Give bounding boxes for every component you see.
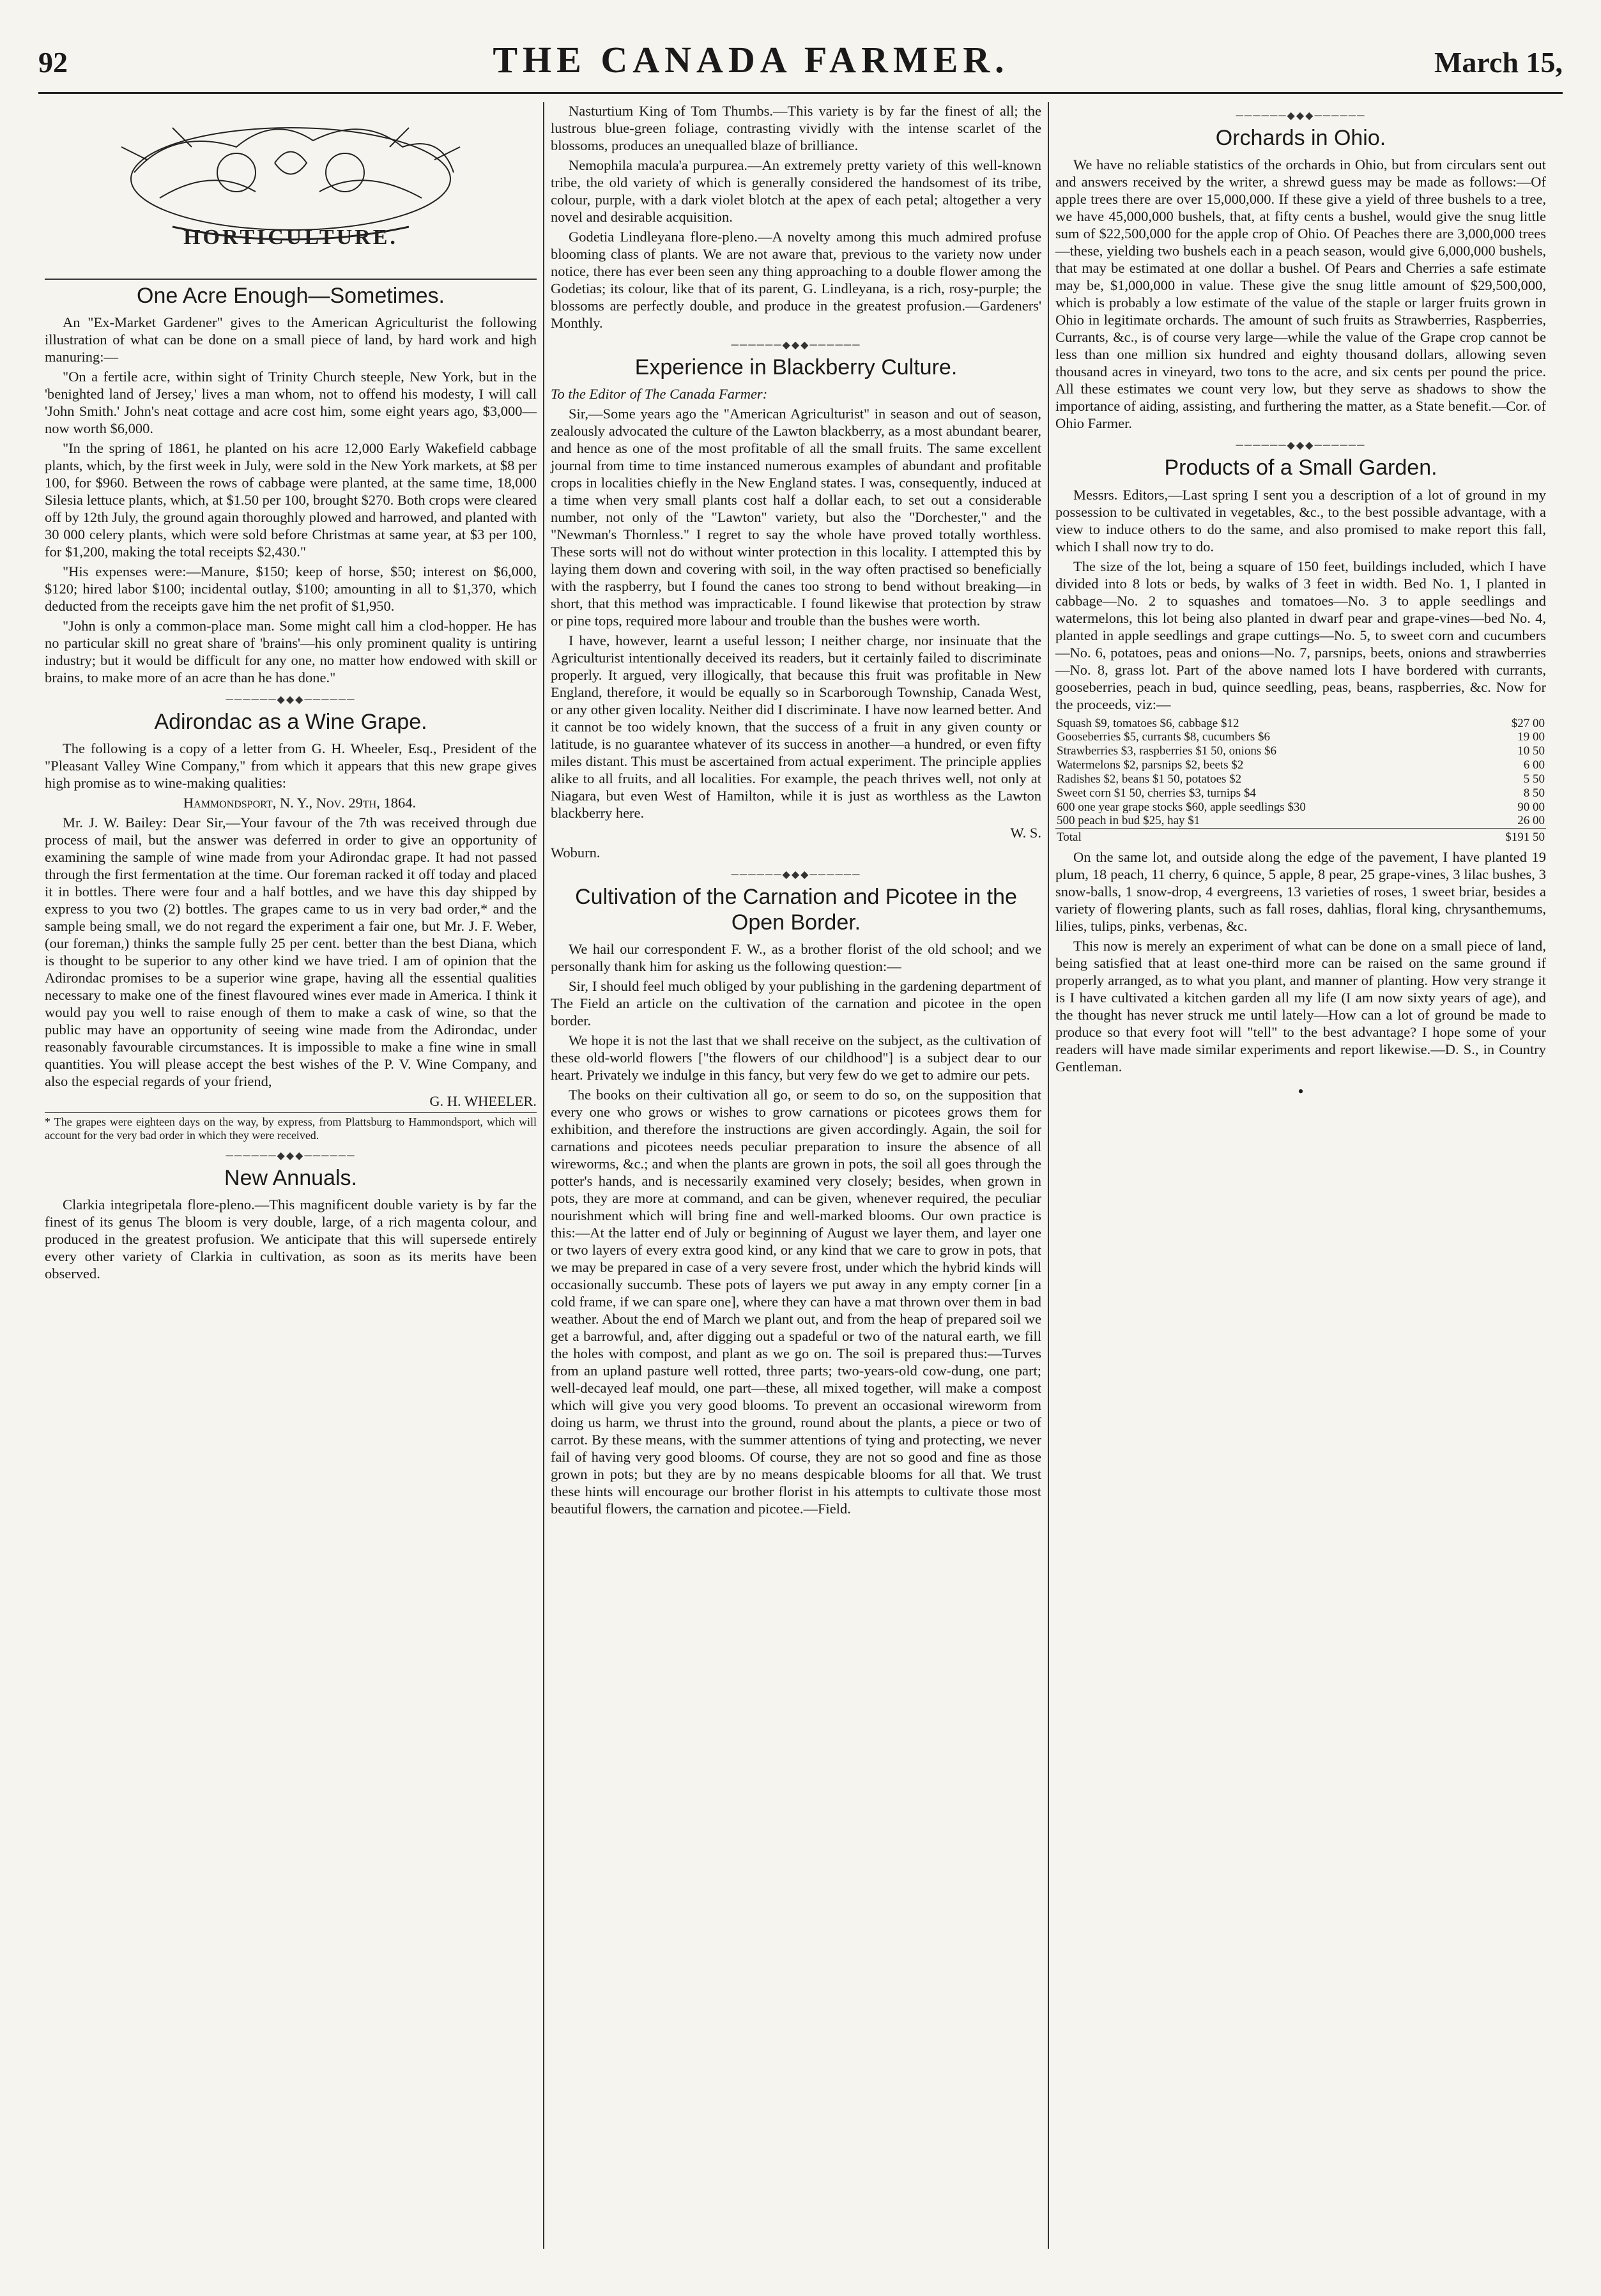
table-row <box>1055 814 1546 828</box>
table-row <box>1055 730 1546 744</box>
page-header <box>38 38 1563 94</box>
column-3 <box>1048 102 1552 2249</box>
paragraph: Godetia Lindleyana flore-pleno.—A novelty among this much admired profuse blooming class of plants. We are not aware that, previous to the variety now under notice, there has ever been seen any thing approaching to a double flower among the Godetias; its colour, like that of its parent, G. Lindleyana, is a rich, rosy-purple; the blossoms are perfectly double, and produce in the greatest profusion.—Gardeners' Monthly. <box>551 229 1041 331</box>
divider <box>45 279 537 280</box>
article-title: Cultivation of the Carnation and Picotee in the Open Border. <box>575 885 1017 935</box>
signature: W. S. <box>1010 825 1041 841</box>
article-title: One Acre Enough—Sometimes. <box>137 284 445 308</box>
article-title: Adirondac as a Wine Grape. <box>154 710 427 735</box>
paragraph: Sir,—Some years ago the "American Agriculturist" in season and out of season, zealously advocated the culture of the Lawton blackberry, as a most abundant bearer, and hence as one of the most profitable of all the small fruits. The same excellent journal from time to time instanced numerous examples of abundant and profitable crops in localities chiefly in the New England states. I was, consequently, induced at a time when very small plants cost half a dollar each, to set out a considerable number, not only of the "Lawton" variety, but also the "Dorchester," and the "Newman's Thornless." I regret to say the whole have proved totally worthless. These sorts will not do without winter protection in this locality. I attempted this by laying them down and covering with soil, in the way often practised so beneficially with the raspberry, but I found the canes too strong to bend without breaking—in short, that this method was impracticable. I found likewise that protection by straw or pine tops, required more labour and trouble than the bushes were worth. <box>551 406 1041 629</box>
paragraph: An "Ex-Market Gardener" gives to the American Agriculturist the following illustration of what can be done on a small piece of land, by hard work and high manuring:— <box>45 314 537 365</box>
ledger-amount: $27 00 <box>1511 716 1545 730</box>
paragraph: I have, however, learnt a useful lesson; I neither charge, nor insinuate that the Agriculturist intentionally deceived its readers, but it certainly failed to discriminate properly. It argued, very illogically, that because this fruit was profitable in New England, therefore, it would be equally so in Scarborough Township, Canada West, or any other given locality. Neither did I discriminate. I have now learned better. And it cannot be too widely known, that the success of a fruit in any given county or latitude, is no guarantee whatever of its success in another—a hundred, or even fifty miles distant. This must be ascertained from actual experiment. The principle applies alike to all fruits, and all localities. For example, the peach thrives well, not only at Niagara, but even West of Hamilton, while it is just as worthless as the Lawton blackberry here. <box>551 632 1041 822</box>
ornamental-divider: ──────◆◆◆────── <box>1236 111 1366 121</box>
table-row <box>1055 717 1546 731</box>
ledger-amount: 8 50 <box>1523 786 1545 800</box>
column-2 <box>543 102 1048 2249</box>
ledger-amount: 6 00 <box>1523 758 1545 772</box>
ornamental-divider: ──────◆◆◆────── <box>731 340 861 351</box>
newspaper-page <box>38 38 1563 2258</box>
columns <box>38 102 1563 2249</box>
table-row <box>1055 758 1546 772</box>
ledger-amount: 19 00 <box>1517 730 1545 744</box>
article-title: Products of a Small Garden. <box>1164 455 1437 480</box>
paragraph: The size of the lot, being a square of 150 feet, buildings included, which I have divided into 8 lots or beds, by walks of 3 feet in width. Bed No. 1, I planted in cabbage—No. 2 to squashes and tomatoes—No. 3 to apple seedlings and watermelons, this lot being also planted in dwarf pear and grape-vines—bed No. 4, planted in apple seedlings and grape cuttings—No. 5, to sweet corn and cucumbers—No. 6, potatoes, peas and onions—No. 7, parsnips, beets, onions and strawberries—No. 8, grass lot. Part of the above named lots I have bordered with currants, gooseberries, peach in bud, quince seedling, peas, beans, raspberries, &c. Now for the proceeds, viz:— <box>1055 558 1546 712</box>
ornamental-divider: ──────◆◆◆────── <box>226 694 356 706</box>
ledger-amount: 90 00 <box>1517 800 1545 814</box>
paragraph: "On a fertile acre, within sight of Trinity Church steeple, New York, but in the 'benighted land of Jersey,' lives a man whom, not to offend his modesty, I will call 'John Smith.' John's neat cottage and acre cost him, some eight years ago, $3,000—now worth $6,000. <box>45 369 537 437</box>
paragraph: Mr. J. W. Bailey: Dear Sir,—Your favour of the 7th was received through due process of mail, but the answer was deferred in order to give an opportunity of examining the sample of wine made from your Adirondac grape. It had not passed through the first fermentation at the time. Our foreman racked it off today and placed it in bottles. There were four and a half bottles, and we have this day shipped by express to you two (2) bottles. The grapes came to us in very bad order,* and the sample being small, we do not regard the experiment a fair one, but Mr. J. F. Weber, (our foreman,) thinks the sample fully 25 per cent. better than the best Diana, which is thought to be superior to any other kind we have tried. I am of opinion that the Adirondac promises to be a superior wine grape, having all the essential qualities necessary to make one of the finest flavoured wines ever made in America. I think it would pay you well to raise enough of them to make a cask of wine, so that the public may have an opportunity of seeing wine made from the Adirondac, under reasonably favourable circumstances. It is impossible to make a fine wine in small quantities. You will please accept the best wishes of the P. V. Wine Company, and also the especial regards of your friend, <box>45 815 537 1090</box>
paragraph: Nasturtium King of Tom Thumbs.—This variety is by far the finest of all; the lustrous blue-green foliage, contrasting vividly with the intense scarlet of the blossoms, produces an unequalled blaze of brilliance. <box>551 103 1041 153</box>
end-mark: • <box>1298 1082 1304 1101</box>
table-row <box>1055 800 1546 815</box>
ledger-amount: 26 00 <box>1517 814 1545 828</box>
ledger-item: Squash $9, tomatoes $6, cabbage $12 <box>1057 716 1239 730</box>
paragraph: On the same lot, and outside along the edge of the pavement, I have planted 19 plum, 18 peach, 11 cherry, 6 quince, 5 apple, 8 pear, 25 grape-vines, 3 lilac bushes, 3 snow-balls, 1 snow-drop, 4 evergreens, 13 varieties of roses, 1 sweet briar, besides a variety of flowering plants, such as fall roses, dahlias, floral king, chrysanthemums, lilies, tulips, pinks, verbenas, &c. <box>1055 849 1546 935</box>
table-row-total <box>1055 829 1546 845</box>
ledger-item: Watermelons $2, parsnips $2, beets $2 <box>1057 758 1244 772</box>
masthead: THE CANADA FARMER. <box>493 39 1009 80</box>
footnote: * The grapes were eighteen days on the way, by express, from Plattsburg to Hammondsport, which will account for the very bad order in which they were received. <box>45 1112 537 1142</box>
paragraph: Clarkia integripetala flore-pleno.—This magnificent double variety is by far the finest of its genus The bloom is very double, large, of a rich magenta colour, and produced in the greatest profusion. We anticipate that this will supersede entirely every other variety of Clarkia in cultivation, as soon as its merits have been observed. <box>45 1197 537 1282</box>
article-title: Orchards in Ohio. <box>1215 126 1386 151</box>
paragraph: Sir, I should feel much obliged by your publishing in the gardening department of The Field an article on the cultivation of the carnation and picotee in the open border. <box>551 977 1041 1029</box>
horticulture-banner-illustration <box>45 102 537 262</box>
ledger-amount: 5 50 <box>1523 772 1545 786</box>
column-1 <box>38 102 543 2249</box>
proceeds-table <box>1055 717 1546 845</box>
ornamental-divider: ──────◆◆◆────── <box>226 1150 356 1161</box>
ledger-item: 600 one year grape stocks $60, apple seedlings $30 <box>1057 800 1306 814</box>
table-row <box>1055 772 1546 786</box>
ledger-total-amount: $191 50 <box>1486 829 1546 845</box>
table-row <box>1055 744 1546 758</box>
ledger-item: Radishes $2, beans $1 50, potatoes $2 <box>1057 772 1242 786</box>
paragraph: The books on their cultivation all go, or seem to do so, on the supposition that every one who grows or wishes to grow carnations or picotees grows them for exhibition, and therefore the instructions are given accordingly. Again, the soil for carnations and picotees needs peculiar preparation to insure the absence of all wireworms, &c.; and when the plants are grown in pots, the soil all goes through the potter's hands, and is necessarily examined very closely; besides, when grown in pots, they are more at command, and can be given, whenever required, the peculiar nourishment which will bring fine and well-marked blooms. Our own practice is this:—At the latter end of July or beginning of August we layer them, and layer one or two layers of every extra good kind, or any kind that we care to grow in pots, that we may be prepared in case of a very severe frost, under which the hybrid kinds will occasionally succumb. These pots of layers we put away in any empty corner [in a cold frame, if we can spare one], where they can have a mat thrown over them in bad weather. About the end of March we plant out, and from the heap of prepared soil we get a barrowful, and, after digging out a spadeful or two of the natural earth, we fill the holes with compost, and plant as we go on. The soil is prepared thus:—Turves from an upland pasture well rotted, three parts; two-years-old cow-dung, one part; well-decayed leaf mould, one part—these, all mixed together, will make a compost which will give you very good blooms. To prevent an occasional wireworm from doing us harm, we thrust into the ground, round about the plants, a piece or two of carrot. By these means, with the summer attentions of tying and protecting, we never fail of having very good blooms. Of course, they are not so good and fine as those grown in pots; but they are by no means despicable blooms for all that. We trust these hints will encourage our brother florist in his attempts to cultivate those most beautiful flowers, the carnation and picotee.—Field. <box>551 1086 1041 1517</box>
byline: To the Editor of The Canada Farmer: <box>551 386 768 402</box>
ledger-item: Gooseberries $5, currants $8, cucumbers $6 <box>1057 730 1270 744</box>
ledger-item: Sweet corn $1 50, cherries $3, turnips $4 <box>1057 786 1256 800</box>
paragraph: The following is a copy of a letter from G. H. Wheeler, Esq., President of the "Pleasant Valley Wine Company," from which it appears that this new grape gives high promise as to wine-making qualities: <box>45 740 537 792</box>
signature: G. H. WHEELER. <box>429 1093 537 1110</box>
ledger-item: Strawberries $3, raspberries $1 50, onions $6 <box>1057 744 1277 758</box>
ornamental-divider: ──────◆◆◆────── <box>1236 440 1366 452</box>
place: Woburn. <box>551 845 601 861</box>
banner-label: HORTICULTURE. <box>183 226 398 249</box>
paragraph: We hail our correspondent F. W., as a brother florist of the old school; and we personally thank him for asking us the following question:— <box>551 940 1041 974</box>
paragraph: "In the spring of 1861, he planted on his acre 12,000 Early Wakefield cabbage plants, which, by the first week in July, were sold in the New York markets, at $8 per 100, for $960. Between the rows of cabbage were planted, at the same time, 18,000 Silesia lettuce plants, which, at $1.50 per 100, brought $270. Both crops were cleared off by 12th July, the ground again thoroughly plowed and harrowed, and planted with 30 000 celery plants, which were sold before Christmas at same year, at $3 per 100, for $1,200, making the total receipts $2,430." <box>45 440 537 560</box>
article-title: Experience in Blackberry Culture. <box>634 355 958 380</box>
paragraph: We hope it is not the last that we shall receive on the subject, as the cultivation of these old-world flowers ["the flowers of our childhood"] is a subject dear to our heart. Privately we indulge in this fancy, but very few do we get to admire our pets. <box>551 1032 1041 1083</box>
paragraph: "John is only a common-place man. Some might call him a clod-hopper. He has no particular skill no great share of 'brains'—his only prominent quality is untiring industry; but it would be difficult for any one, no matter how endowed with skill or brains, to make more of an acre than he has done." <box>45 618 537 686</box>
ledger-total-label: Total <box>1055 829 1486 845</box>
dateline: Hammondsport, N. Y., Nov. 29th, 1864. <box>183 795 417 811</box>
page-number: 92 <box>38 46 68 79</box>
paragraph: "His expenses were:—Manure, $150; keep of horse, $50; interest on $6,000, $120; hired labor $100; incidental outlay, $100; amounting in all to $1,370, which deducted from the receipts gave him the net profit of $1,950. <box>45 563 537 615</box>
paragraph: Nemophila macula'a purpurea.—An extremely pretty variety of this well-known tribe, the old variety of which is generally considered the handsomest of its tribe, colour, purple, with a dark violet blotch at the apex of each petal; altogether a very novel and desirable acquisition. <box>551 157 1041 225</box>
paragraph: This now is merely an experiment of what can be done on a small piece of land, being satisfied that at least one-third more can be raised on the same ground if properly arranged, as to what you plant, and manner of planting. How very strange it is I have cultivated a kitchen garden all my life (I am now sixty years of age), and the thought has never struck me until lately—How can a lot of ground be made to produce so that every foot will "tell" to the best advantage? I hope some of your readers will have made similar experiments and report likewise.—D. S., in Country Gentleman. <box>1055 938 1546 1075</box>
paragraph: Messrs. Editors,—Last spring I sent you a description of a lot of ground in my possession to be cultivated in vegetables, &c., to the best possible advantage, with a view to induce others to do the same, and also promised to make report this fall, which I shall now try to do. <box>1055 486 1546 555</box>
ornamental-divider: ──────◆◆◆────── <box>731 869 861 881</box>
article-title: New Annuals. <box>224 1165 357 1190</box>
issue-date: March 15, <box>1434 46 1563 79</box>
paragraph: We have no reliable statistics of the orchards in Ohio, but from circulars sent out and answers received by the writer, a shrewd guess may be made as follows:—Of apple trees there are over 15,000,000. If these give a yield of three bushels to a tree, we have 45,000,000 bushels, that, at fifty cents a bushel, would give the snug little sum of $22,500,000 for the apple crop of Ohio. Of Peaches there are 3,000,000 trees—these, yielding two bushels each in a peach season, would give 6,000,000 bushels, that may be estimated at one dollar a bushel. Of Pears and Cherries a safe estimate may be, $1,000,000 in value. These give the snug little amount of $29,500,000, which is probably a low estimate of the value of the staple or larger fruits grown in Ohio in legitimate orchards. The amount of such fruits as Strawberries, Raspberries, Currants, &c., is of course very large—while the value of the Grape crop cannot be less than one million six hundred and eighty thousand dollars, allowing seven thousand acres in vineyard, two tons to the acre, and six cents per pound the price. All these estimates we count very low, but they serve as shadows to show the importance of aiding, assisting, and furthering the matter, as a State benefit.—Cor. of Ohio Farmer. <box>1055 157 1546 432</box>
table-row <box>1055 786 1546 800</box>
ledger-amount: 10 50 <box>1517 744 1545 758</box>
ledger-item: 500 peach in bud $25, hay $1 <box>1057 814 1200 828</box>
